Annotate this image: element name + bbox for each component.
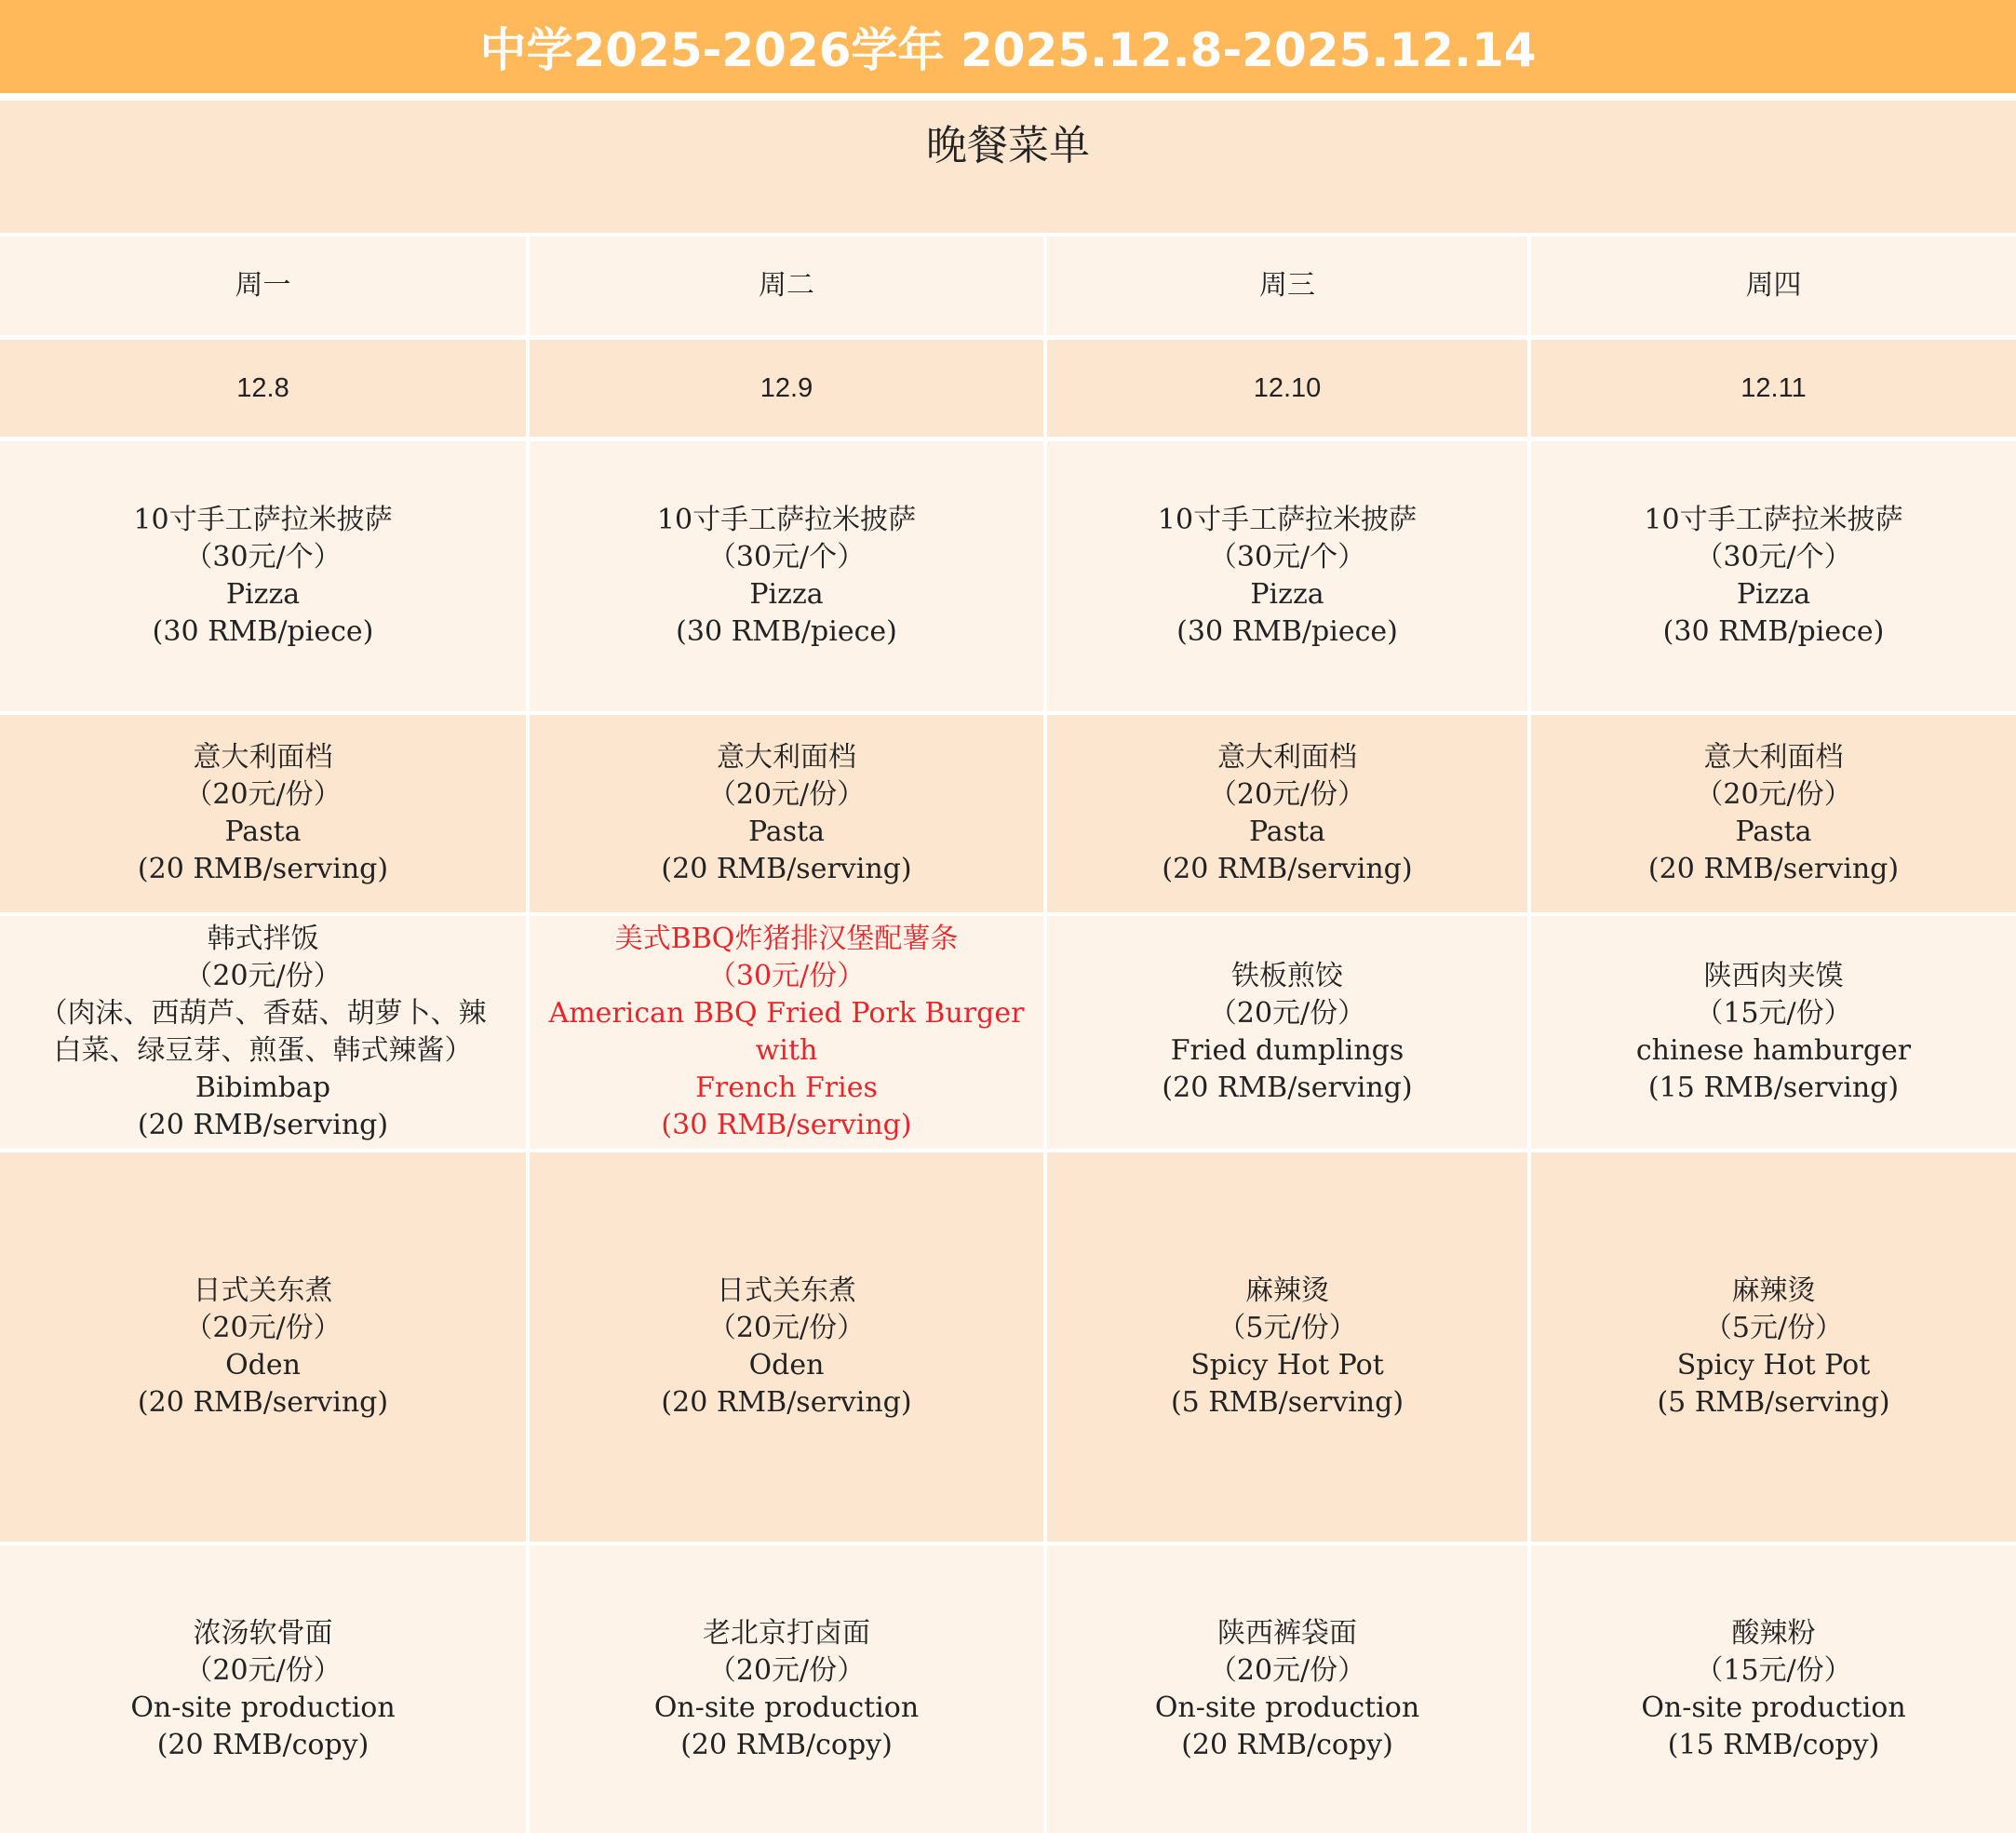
menu-item-cell [1047,916,1527,1149]
menu-item-cell [1531,1152,2016,1542]
menu-item-cell [530,441,1043,711]
menu-line: (30 RMB/piece) [676,615,897,648]
menu-line: 意大利面档 [193,741,333,774]
menu-line: Pasta [1735,815,1812,848]
menu-line: (20 RMB/serving) [661,1386,912,1419]
menu-line: 韩式拌饭 [207,923,319,955]
menu-line: （20元/份） [1208,1653,1366,1687]
menu-line: （20元/份） [184,1312,342,1344]
date-cell [530,340,1043,437]
date-cell [1531,340,2016,437]
menu-line: (30 RMB/piece) [1176,615,1398,648]
menu-line: （30元/份） [707,960,866,992]
menu-line: (30 RMB/piece) [152,615,374,648]
menu-line: 10寸手工萨拉米披萨 [1157,504,1418,536]
menu-line: On-site production [653,1691,920,1724]
menu-item-cell [0,916,526,1149]
menu-line: (20 RMB/serving) [1162,853,1413,885]
menu-line: （20元/份） [707,778,866,811]
menu-line: chinese hamburger [1635,1034,1912,1067]
menu-line: （30元/个） [1695,541,1852,573]
menu-line: （20元/份） [707,1312,866,1344]
menu-line: 周二 [759,269,814,302]
menu-line: 周四 [1745,269,1802,302]
menu-line: （5元/份） [1217,1312,1357,1344]
menu-line: (20 RMB/serving) [1647,853,1900,885]
menu-item-cell [530,1545,1043,1833]
menu-item-cell [1531,916,2016,1149]
menu-line: （20元/份） [184,1653,342,1687]
menu-line: 陕西肉夹馍 [1703,960,1844,992]
menu-line: (30 RMB/piece) [1662,615,1885,648]
menu-line: 老北京打卤面 [703,1616,870,1650]
day-header [530,236,1043,335]
menu-item-cell [0,441,526,711]
menu-line: Oden [748,1349,825,1381]
date-cell [1047,340,1527,437]
menu-line: 浓汤软骨面 [193,1616,333,1650]
menu-line: 10寸手工萨拉米披萨 [133,504,393,536]
menu-line: 意大利面档 [1703,741,1844,774]
menu-line: On-site production [1154,1691,1420,1724]
menu-line: 10寸手工萨拉米披萨 [1644,504,1903,536]
menu-line: （20元/份） [1208,778,1366,811]
menu-line: 12.9 [759,373,813,403]
menu-item-cell [1047,715,1527,912]
menu-line: 10寸手工萨拉米披萨 [656,504,917,536]
menu-item-cell [1047,1545,1527,1833]
day-header [1047,236,1527,335]
menu-subtitle: 晚餐菜单 [0,101,2016,233]
menu-line: 周三 [1259,269,1315,302]
menu-title-banner: 中学2025-2026学年 2025.12.8-2025.12.14 [0,0,2016,93]
menu-line: 美式BBQ炸猪排汉堡配薯条 [614,923,959,955]
menu-line: Fried dumplings [1170,1034,1404,1067]
menu-line: （15元/份） [1695,997,1852,1030]
menu-line: On-site production [130,1691,396,1724]
menu-line: (15 RMB/serving) [1647,1071,1900,1104]
menu-item-cell [1047,1152,1527,1542]
date-cell [0,340,526,437]
menu-item-cell [530,715,1043,912]
menu-line: (20 RMB/copy) [680,1728,893,1761]
menu-line: （30元/个） [1208,541,1366,573]
menu-line: French Fries [695,1071,878,1104]
menu-line: （20元/份） [707,1653,866,1687]
menu-line: 白菜、绿豆芽、煎蛋、韩式辣酱） [53,1034,473,1067]
day-header [0,236,526,335]
menu-line: 麻辣烫 [1731,1274,1816,1307]
menu-item-cell [1047,441,1527,711]
menu-line: Pizza [1250,578,1324,611]
menu-line: Pasta [1248,815,1326,848]
menu-line: Pizza [225,578,301,611]
menu-line: (20 RMB/serving) [1162,1071,1413,1104]
menu-line: （15元/份） [1695,1653,1852,1687]
menu-line: （5元/份） [1703,1312,1844,1344]
menu-line: 铁板煎饺 [1231,960,1343,992]
menu-line: (20 RMB/serving) [661,853,912,885]
menu-item-cell [0,1152,526,1542]
menu-item-cell [1531,1545,2016,1833]
menu-line: On-site production [1641,1691,1906,1724]
menu-line: Pizza [749,578,824,611]
menu-line: Bibimbap [195,1071,331,1104]
menu-item-cell [0,1545,526,1833]
menu-line: （30元/个） [184,541,342,573]
menu-line: 12.10 [1253,373,1322,403]
menu-line: （肉沫、西葫芦、香菇、胡萝卜、辣 [39,997,487,1030]
menu-line: Pizza [1736,578,1811,611]
menu-line: (20 RMB/serving) [137,853,389,885]
menu-line: American BBQ Fried Pork Burger with [548,997,1025,1067]
menu-item-cell [0,715,526,912]
menu-line: （20元/份） [1695,778,1852,811]
menu-line: (5 RMB/serving) [1170,1386,1404,1419]
menu-line: (20 RMB/copy) [1181,1728,1393,1761]
menu-line: （20元/份） [184,778,342,811]
menu-line: Spicy Hot Pot [1676,1349,1871,1381]
menu-line: Oden [225,1349,301,1381]
menu-line: (30 RMB/serving) [661,1109,912,1141]
menu-line: 日式关东煮 [717,1274,856,1307]
menu-item-cell [530,1152,1043,1542]
menu-item-cell [1531,715,2016,912]
menu-line: （20元/份） [1208,997,1366,1030]
day-header [1531,236,2016,335]
menu-line: (5 RMB/serving) [1657,1386,1890,1419]
menu-line: (20 RMB/serving) [137,1386,389,1419]
menu-line: 陕西裤袋面 [1217,1616,1357,1650]
menu-line: 12.8 [236,373,289,403]
menu-line: Pasta [224,815,302,848]
menu-line: 麻辣烫 [1245,1274,1329,1307]
menu-line: (20 RMB/copy) [156,1728,370,1761]
menu-line: (20 RMB/serving) [137,1109,389,1141]
menu-line: 日式关东煮 [193,1274,333,1307]
menu-line: 意大利面档 [1217,741,1357,774]
menu-line: Spicy Hot Pot [1190,1349,1384,1381]
menu-line: （30元/个） [707,541,866,573]
menu-item-cell [1531,441,2016,711]
menu-line: 周一 [235,269,291,302]
menu-line: (15 RMB/copy) [1667,1728,1880,1761]
menu-line: 酸辣粉 [1731,1616,1816,1650]
menu-line: 意大利面档 [717,741,856,774]
menu-line: （20元/份） [184,960,342,992]
menu-item-cell [530,916,1043,1149]
menu-line: 12.11 [1740,373,1807,403]
menu-line: Pasta [747,815,826,848]
